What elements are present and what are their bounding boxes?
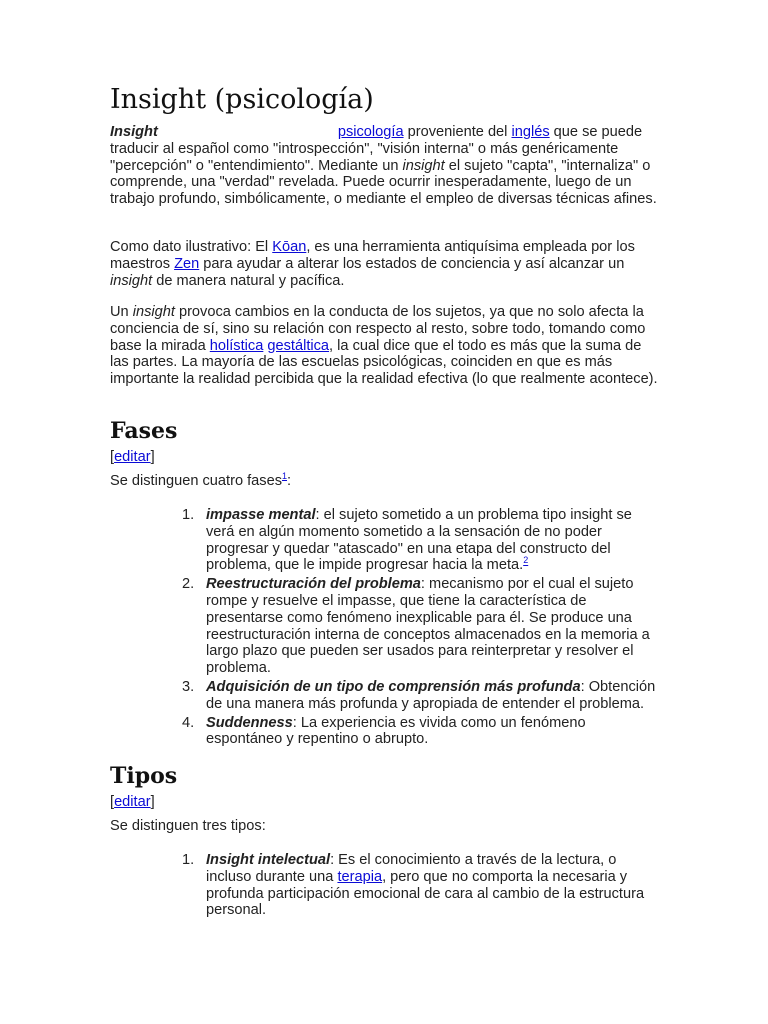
link-ingles[interactable]: inglés	[511, 124, 550, 140]
list-number: 1.	[182, 507, 195, 523]
fases-intro	[110, 473, 662, 490]
list-text: : Obtención de una manera más profunda y apropiada de entender el problema.	[206, 678, 656, 712]
p3-text-2: provoca cambios en la conducta de los sujetos, ya que no solo afecta la conciencia de sí, sino su relación con respecto al resto, sobre todo, tomando como base la mirada	[110, 304, 646, 354]
list-term: Adquisición de un tipo de comprensión más profunda	[206, 678, 581, 695]
edit-tipos	[110, 794, 155, 811]
intro-paragraph	[110, 124, 662, 208]
list-item	[182, 678, 662, 713]
list-item	[182, 714, 662, 749]
p3-text-1: Un	[110, 304, 133, 320]
bracket-close: ]	[150, 794, 155, 810]
intro-text-3: el sujeto "capta", "internaliza" o comprende, una "verdad" revelada. Puede ocurrir inesperadamente, luego de un trabajo profundo, simbólicamente, o mediante el empleo de diversas técnicas afines.	[110, 157, 657, 208]
intro-term: Insight	[110, 124, 158, 140]
list-text: : La experiencia es vivida como un fenómeno espontáneo y repentino o abrupto.	[206, 714, 586, 748]
koan-paragraph	[110, 239, 662, 289]
list-text: : Es el conocimiento a través de la lectura, o incluso durante una	[206, 852, 617, 885]
list-term: Reestructuración del problema	[206, 576, 421, 593]
intro-text-1: proveniente del	[403, 124, 512, 140]
page-title: Insight (psicología)	[110, 84, 374, 115]
link-psicologia[interactable]: psicología	[337, 124, 404, 140]
list-item	[182, 576, 662, 677]
p2-text-2: , es una herramienta antiquísima empleada por los maestros	[110, 239, 635, 272]
list-number: 2.	[182, 576, 195, 593]
tipos-intro: Se distinguen tres tipos:	[110, 818, 266, 834]
list-number: 3.	[182, 678, 195, 695]
link-gestaltica[interactable]: gestáltica	[267, 337, 330, 354]
p3-insight-word: insight	[132, 304, 175, 320]
fases-list	[182, 507, 662, 750]
reference-link-2[interactable]: 2	[523, 555, 529, 566]
intro-text-2: que se puede traducir al español como "introspección", "visión interna" o más genéricamente "percepción" o "entendimiento". Mediante un	[110, 124, 643, 174]
link-zen[interactable]: Zen	[174, 255, 200, 272]
bracket-close: ]	[150, 449, 155, 465]
fases-intro-text: Se distinguen cuatro fases	[110, 473, 282, 489]
list-number: 4.	[182, 714, 195, 731]
link-terapia[interactable]: terapia	[337, 868, 383, 885]
link-koan[interactable]: Kōan	[272, 239, 307, 255]
intro-insight-word: insight	[402, 157, 445, 174]
p2-insight-word: insight	[110, 272, 153, 289]
section-heading-fases: Fases	[110, 418, 178, 444]
list-text: : el sujeto sometido a un problema tipo insight se verá en algún momento sometido a la sensación de no poder progresar y quedar "atascado" en una etapa del constructo del problema, que le impide progresar hacia la meta.	[206, 507, 632, 574]
p2-text-3: para ayudar a alterar los estados de conciencia y así alcanzar un	[199, 255, 625, 272]
edit-link-fases[interactable]: editar	[114, 449, 151, 465]
tipos-list	[182, 852, 662, 921]
gestalt-paragraph	[110, 304, 662, 388]
edit-fases	[110, 449, 155, 466]
list-text: , pero que no comporta la necesaria y profunda participación emocional de cara al cambio de la estructura personal.	[206, 868, 645, 919]
list-text: : mecanismo por el cual el sujeto rompe y resuelve el impasse, que tiene la característica de presentarse como fenómeno inexplicable para él. Se produce una reestructuración interna de conceptos almacenados en la memoria a largo plazo que pueden ser usados para reinterpretar y resolver el problema.	[206, 576, 650, 677]
link-holistica[interactable]: holística	[209, 337, 264, 354]
p2-text-1: Como dato ilustrativo: El	[110, 239, 273, 255]
list-term: Insight intelectual	[206, 852, 331, 868]
section-heading-tipos: Tipos	[110, 763, 178, 789]
list-term: impasse mental	[206, 507, 316, 523]
list-term: Suddenness	[206, 714, 293, 731]
bracket-open: [	[110, 794, 115, 810]
p3-text-3: , la cual dice que el todo es más que la suma de las partes. La mayoría de las escuelas psicológicas, coinciden en que es más importante la realidad percibida que la realidad efectiva (lo que realmente acontece).	[110, 337, 658, 388]
list-item	[182, 507, 662, 574]
bracket-open: [	[110, 449, 115, 465]
list-number: 1.	[182, 852, 195, 868]
edit-link-tipos[interactable]: editar	[114, 794, 151, 810]
fases-colon: :	[287, 473, 292, 489]
list-item	[182, 852, 662, 919]
p2-text-4: de manera natural y pacífica.	[152, 272, 345, 289]
reference-link-1[interactable]: 1	[282, 471, 288, 482]
